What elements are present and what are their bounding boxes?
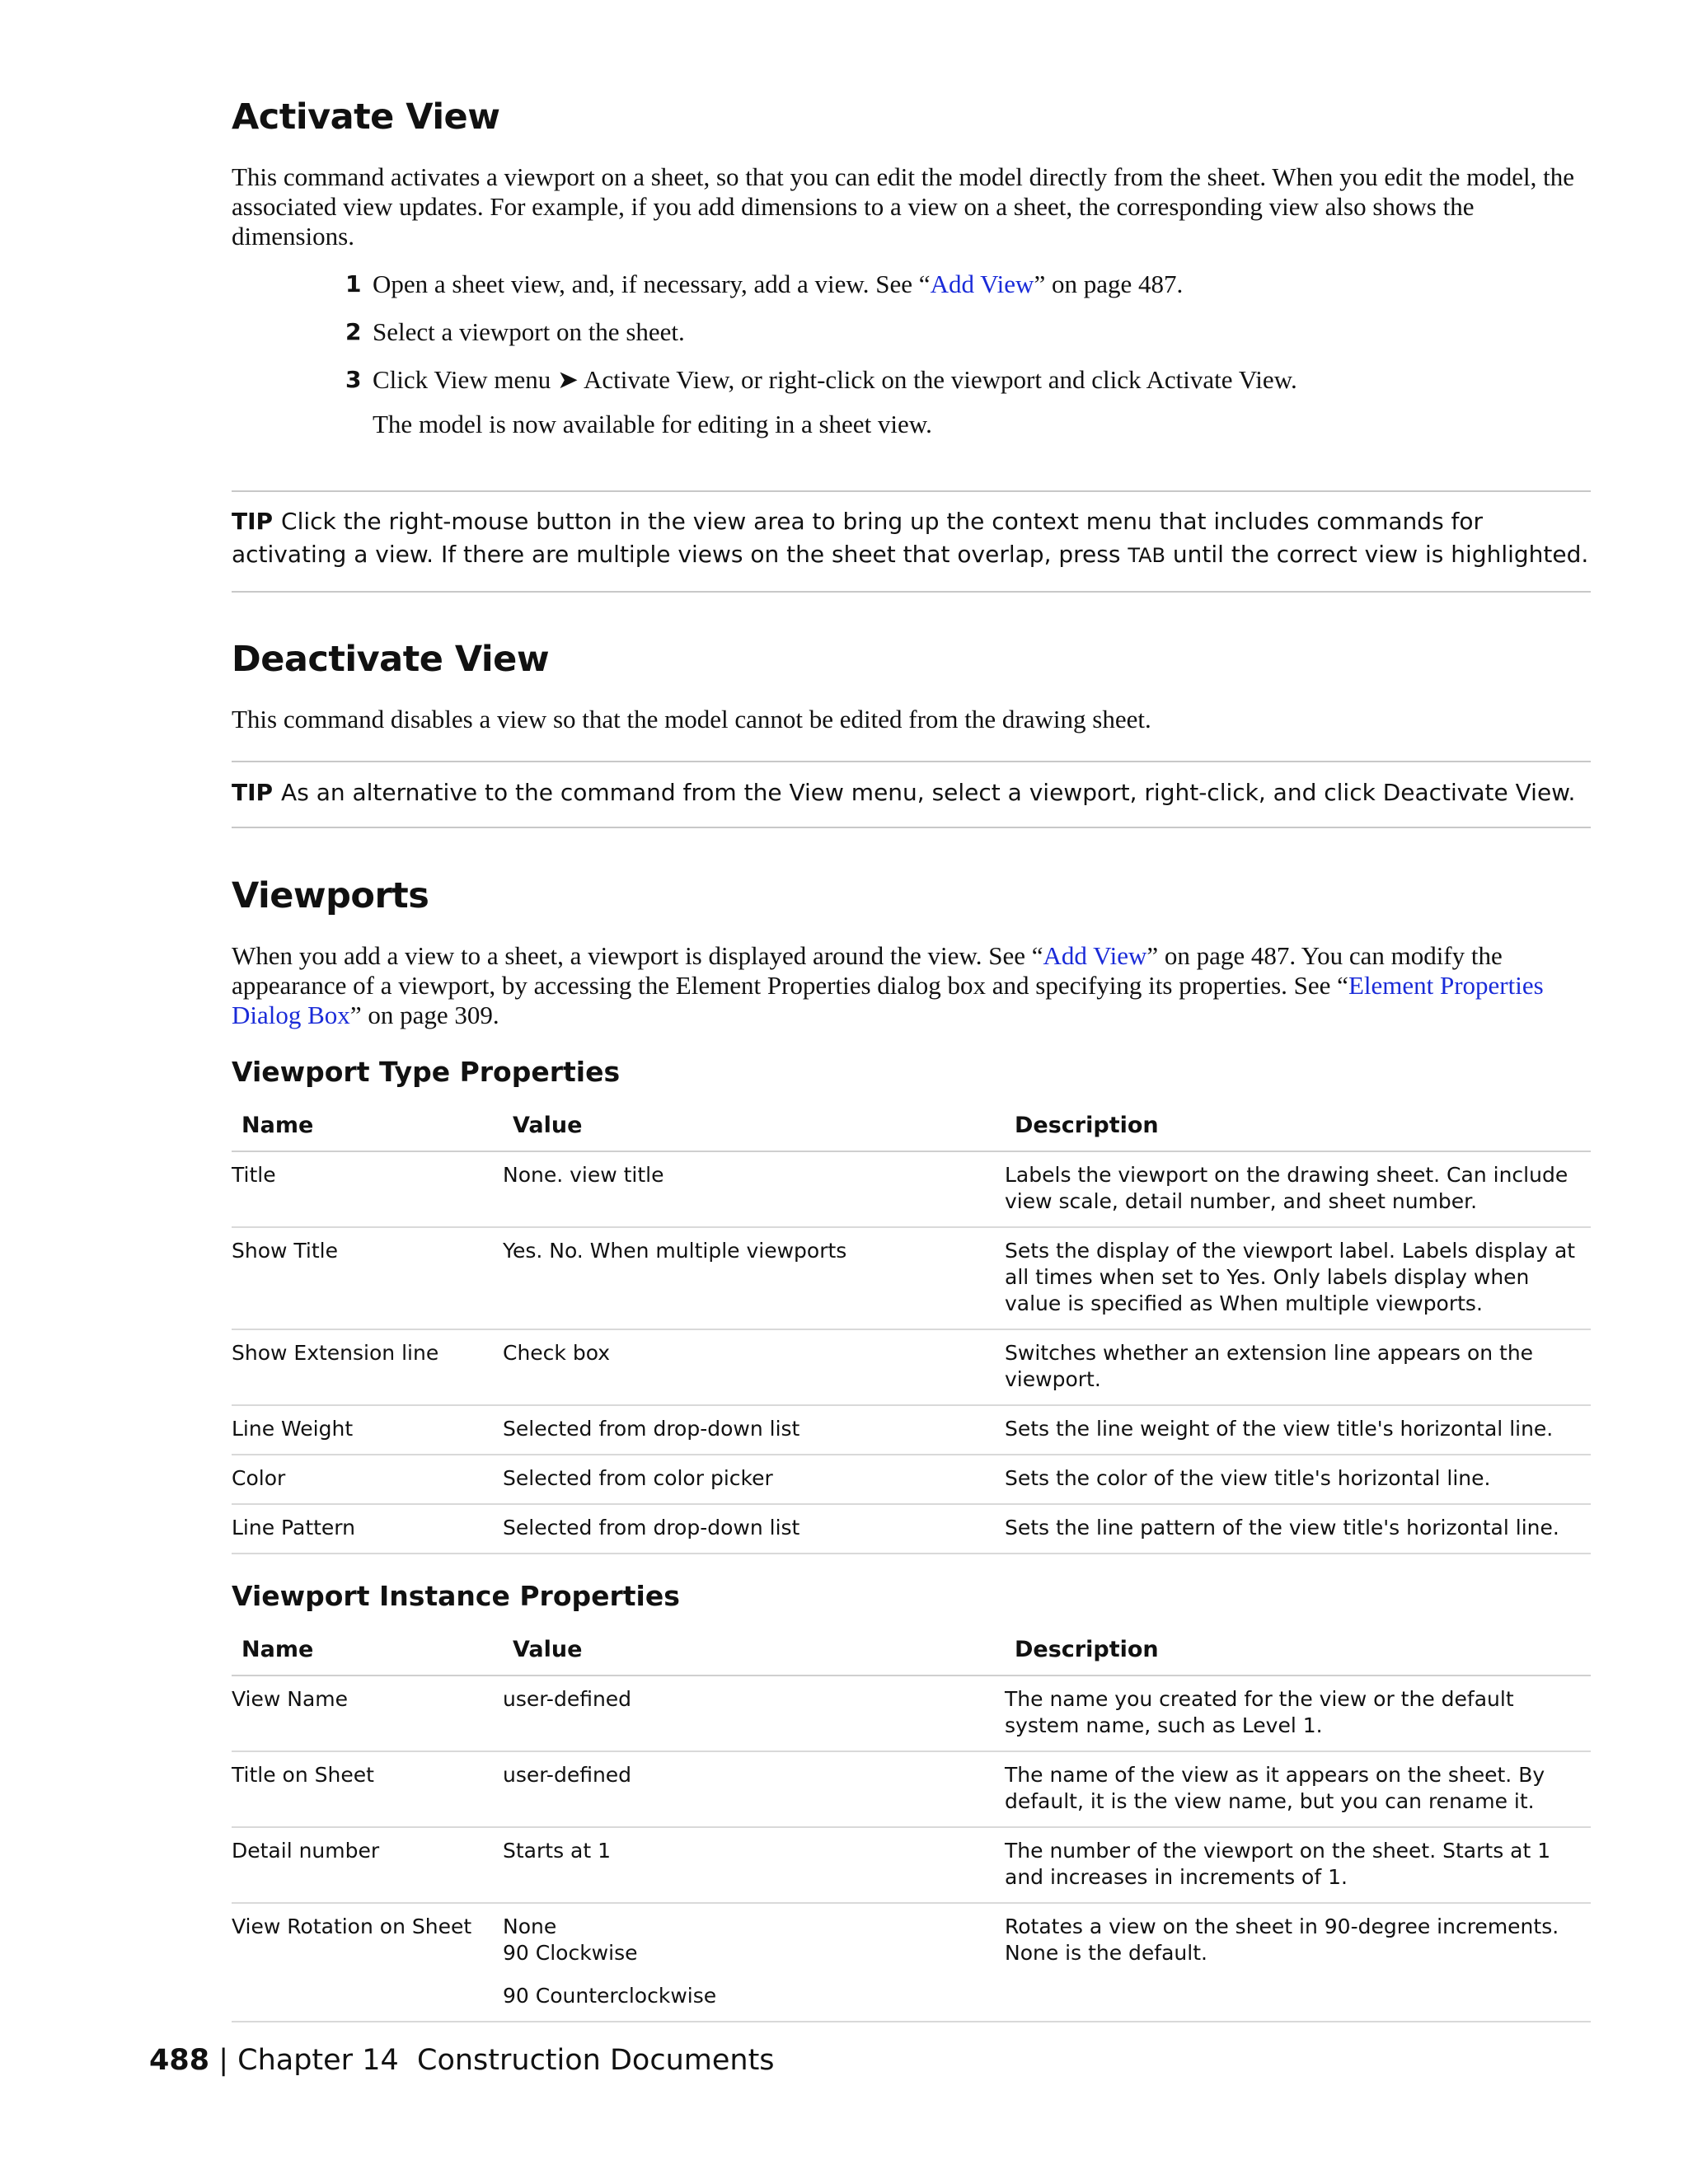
tip-text-end: until the correct view is highlighted. [1165, 541, 1589, 568]
intro-text: When you add a view to a sheet, a viewport is displayed around the view. See “ [232, 941, 1043, 970]
deactivate-intro: This command disables a view so that the model cannot be edited from the drawing sheet. [232, 705, 1151, 733]
table-row [232, 1504, 1591, 1554]
tip-text: Click the right-mouse button in the view area to bring up the context menu that includes commands for activating a view. If there are multiple views on the sheet that overlap, press [232, 508, 1484, 568]
step-note-text: The model is now available for editing in a sheet view. [373, 410, 932, 438]
heading-deactivate-view: Deactivate View [232, 639, 550, 680]
chapter-label: Chapter 14 [237, 2044, 399, 2077]
cell-name: Show Title [232, 1227, 503, 1329]
footer-separator: | [218, 2044, 228, 2077]
type-properties-section [232, 1056, 1591, 1554]
col-description-header: Description [1005, 1622, 1591, 1675]
step-text: Open a sheet view, and, if necessary, add a view. See “ [373, 269, 931, 298]
col-name-header: Name [232, 1622, 503, 1675]
step-number: 2 [345, 318, 362, 345]
step-text-end: ” on page 487. [1034, 269, 1184, 298]
tip-label: TIP [232, 508, 274, 535]
col-name-header: Name [232, 1098, 503, 1151]
heading-viewports: Viewports [232, 875, 429, 916]
type-properties-title: Viewport Type Properties [232, 1056, 621, 1088]
cell-value: Selected from color picker [503, 1455, 1005, 1504]
cell-value: Yes. No. When multiple viewports [503, 1227, 1005, 1329]
value-line: 90 Counterclockwise [503, 1984, 717, 2008]
cell-description: Switches whether an extension line appears on the viewport. [1005, 1329, 1591, 1405]
table-row [232, 1151, 1591, 1227]
cell-name: Title [232, 1151, 503, 1227]
tip-activate [232, 490, 1591, 593]
type-properties-table [232, 1098, 1591, 1554]
cell-value: Selected from drop-down list [503, 1405, 1005, 1455]
cell-value: None. view title [503, 1151, 1005, 1227]
step-text: Select a viewport on the sheet. [373, 317, 685, 346]
intro-text-end: ” on page 309. [349, 1001, 499, 1029]
cell-name: View Rotation on Sheet [232, 1903, 503, 2022]
cell-name: Show Extension line [232, 1329, 503, 1405]
table-row [232, 1227, 1591, 1329]
cell-value: Selected from drop-down list [503, 1504, 1005, 1554]
tip-text: As an alternative to the command from the View menu, select a viewport, right-click, and click Deactivate View. [281, 779, 1576, 806]
activate-intro: This command activates a viewport on a sheet, so that you can edit the model directly from the sheet. When you edit the model, the associated view updates. For example, if you add dimensions to a view on a sheet, the corresponding view also shows the dimensions. [232, 162, 1575, 251]
table-header-row [232, 1098, 1591, 1151]
section-deactivate-view [232, 639, 1591, 734]
instance-properties-table [232, 1622, 1591, 2022]
add-view-link[interactable]: Add View [930, 269, 1034, 298]
cell-description: The number of the viewport on the sheet. Starts at 1 and increases in increments of 1. [1005, 1827, 1591, 1903]
cell-value: Check box [503, 1329, 1005, 1405]
cell-description: Sets the line pattern of the view title's horizontal line. [1005, 1504, 1591, 1554]
step-3 [232, 365, 1591, 395]
step-3-note [232, 410, 1591, 439]
table-row [232, 1329, 1591, 1405]
element-properties-link[interactable]: Element Properties Dialog Box [232, 971, 1544, 1029]
step-number: 1 [345, 270, 362, 298]
cell-value [503, 1903, 1005, 2022]
page-footer [149, 2044, 775, 2077]
cell-value: Starts at 1 [503, 1827, 1005, 1903]
table-row [232, 1675, 1591, 1751]
step-2 [232, 317, 1591, 347]
cell-name: Title on Sheet [232, 1751, 503, 1827]
col-value-header: Value [503, 1622, 1005, 1675]
heading-activate-view: Activate View [232, 96, 500, 138]
cell-value: user-defined [503, 1675, 1005, 1751]
cell-description: Sets the color of the view title's horizontal line. [1005, 1455, 1591, 1504]
page-number: 488 [149, 2044, 210, 2077]
viewports-intro [232, 941, 1591, 1030]
tip-deactivate [232, 761, 1591, 828]
cell-name: Line Weight [232, 1405, 503, 1455]
cell-description: Sets the line weight of the view title's horizontal line. [1005, 1405, 1591, 1455]
instance-properties-title: Viewport Instance Properties [232, 1580, 680, 1612]
step-text: Click View menu ➤ Activate View, or right-click on the viewport and click Activate View. [373, 365, 1297, 394]
tip-label: TIP [232, 779, 274, 806]
cell-name: Detail number [232, 1827, 503, 1903]
col-value-header: Value [503, 1098, 1005, 1151]
col-description-header: Description [1005, 1098, 1591, 1151]
cell-description: The name you created for the view or the default system name, such as Level 1. [1005, 1675, 1591, 1751]
chapter-title: Construction Documents [417, 2044, 775, 2077]
tab-key: TAB [1128, 544, 1166, 567]
cell-value: user-defined [503, 1751, 1005, 1827]
step-number: 3 [345, 366, 362, 393]
value-line: None [503, 1915, 557, 1938]
activate-steps [232, 269, 1591, 439]
table-header-row [232, 1622, 1591, 1675]
table-row [232, 1751, 1591, 1827]
cell-description: The name of the view as it appears on the sheet. By default, it is the view name, but you can rename it. [1005, 1751, 1591, 1827]
cell-name: Color [232, 1455, 503, 1504]
section-activate-view [232, 96, 1591, 439]
cell-description: Rotates a view on the sheet in 90-degree increments. None is the default. [1005, 1903, 1591, 2022]
section-viewports [232, 875, 1591, 1030]
table-row [232, 1903, 1591, 2022]
table-row [232, 1827, 1591, 1903]
cell-description: Labels the viewport on the drawing sheet. Can include view scale, detail number, and sheet number. [1005, 1151, 1591, 1227]
table-row [232, 1405, 1591, 1455]
cell-name: Line Pattern [232, 1504, 503, 1554]
value-line: 90 Clockwise [503, 1941, 638, 1965]
step-1 [232, 269, 1591, 299]
add-view-link[interactable]: Add View [1043, 941, 1147, 970]
cell-description: Sets the display of the viewport label. Labels display at all times when set to Yes. Only labels display when value is specified as When multiple viewports. [1005, 1227, 1591, 1329]
cell-name: View Name [232, 1675, 503, 1751]
intro-text: ” on page 487. You can modify the appearance of a viewport, by accessing the Element Properties dialog box and specifying its properties. See “ [232, 941, 1503, 1000]
instance-properties-section [232, 1580, 1591, 2022]
table-row [232, 1455, 1591, 1504]
